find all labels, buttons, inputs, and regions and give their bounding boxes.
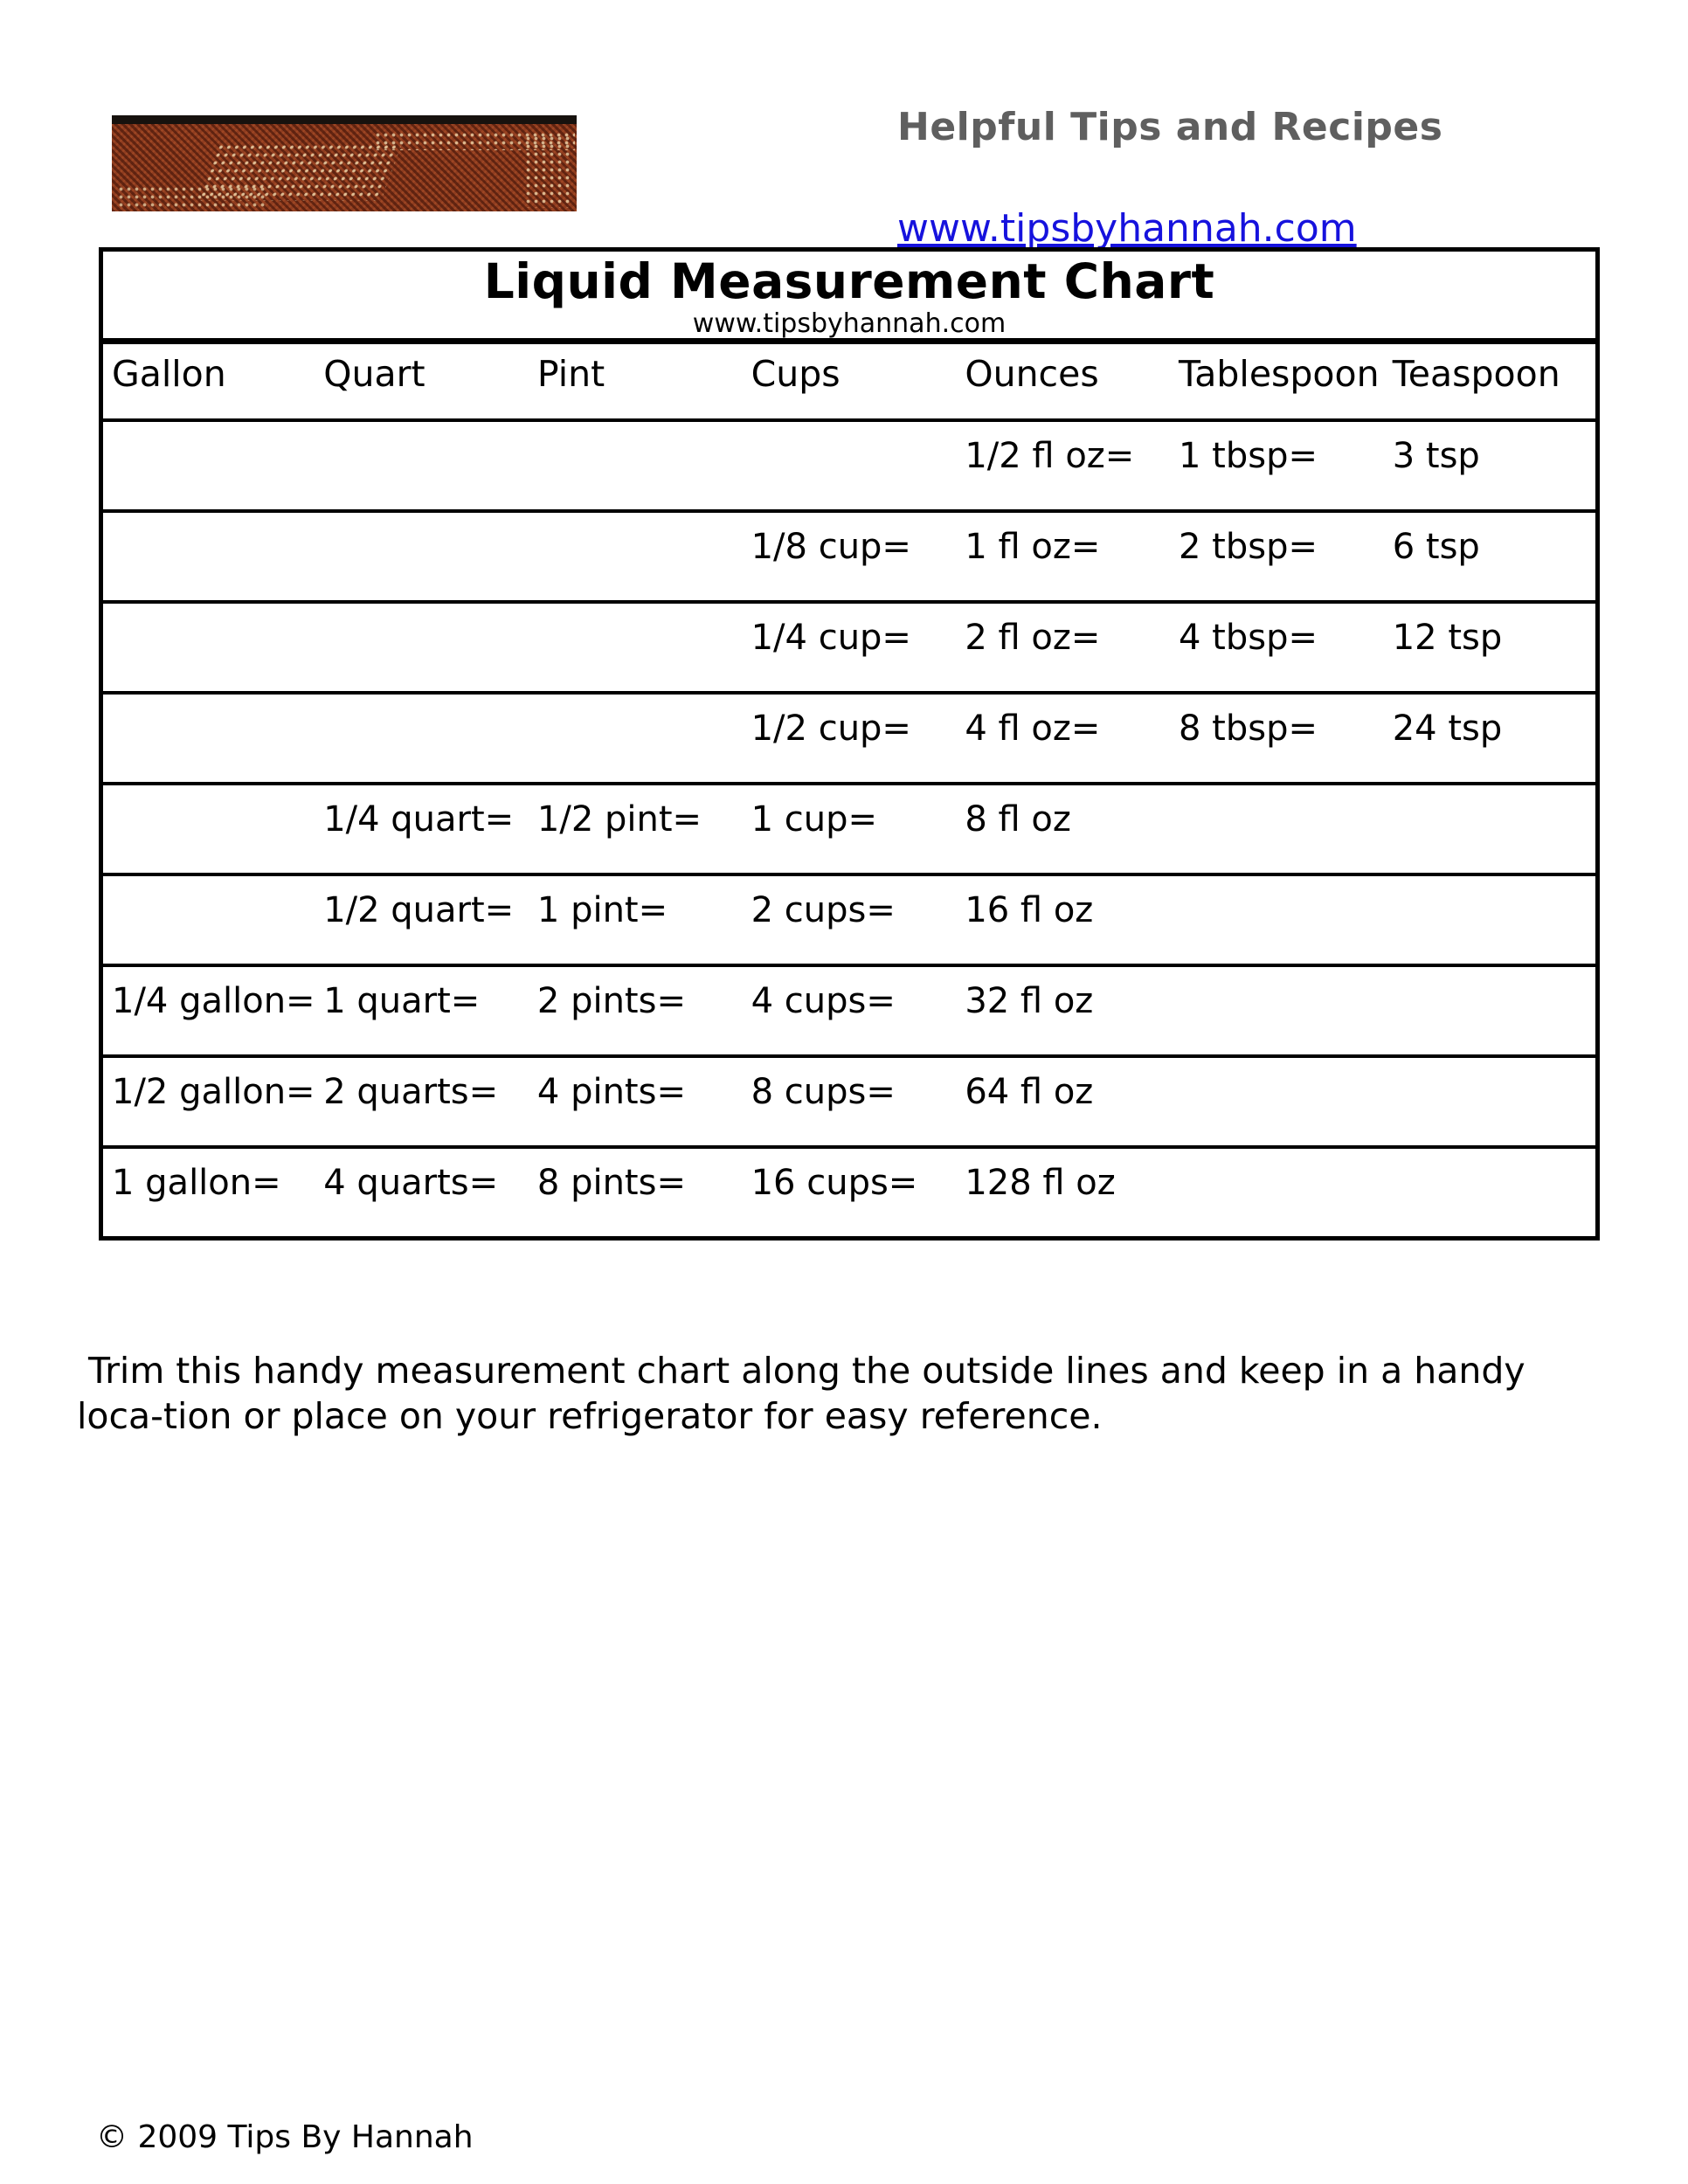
- table-cell: 8 tbsp=: [1170, 693, 1384, 784]
- table-header-row: [101, 341, 1598, 420]
- table-cell: 1/2 gallon=: [101, 1056, 315, 1147]
- table-cell: 8 fl oz: [956, 784, 1170, 874]
- table-cell: [743, 420, 957, 511]
- masthead-text-block: [897, 105, 1442, 251]
- table-row: [101, 784, 1598, 874]
- note-line-2: loca-tion or place on your refrigerator for easy reference.: [77, 1395, 1103, 1438]
- trim-instruction-note: [77, 1348, 1562, 1440]
- table-row: [101, 602, 1598, 693]
- column-header-ounces: Ounces: [956, 341, 1170, 420]
- table-row: [101, 1056, 1598, 1147]
- table-row: [101, 1147, 1598, 1238]
- table-cell: 128 fl oz: [965, 1163, 1116, 1203]
- table-cell: [315, 420, 529, 511]
- table-cell: [1170, 965, 1384, 1056]
- table-cell: 1/2 fl oz=: [956, 420, 1170, 511]
- table-cell: 4 quarts=: [323, 1163, 499, 1203]
- column-header-pint: Pint: [529, 341, 743, 420]
- table-cell: [1170, 784, 1384, 874]
- copyright-text: © 2009 Tips By Hannah: [96, 2119, 474, 2155]
- site-url-link[interactable]: www.tipsbyhannah.com: [897, 206, 1357, 251]
- table-cell: [1170, 1147, 1384, 1238]
- table-cell: 2 quarts=: [315, 1056, 529, 1147]
- liquid-measurement-table: [99, 247, 1600, 1241]
- table-title-row: [101, 250, 1598, 342]
- table-cell: [1384, 1147, 1598, 1238]
- chart-subtitle: www.tipsbyhannah.com: [692, 308, 1007, 339]
- table-cell: 1/4 quart=: [315, 784, 529, 874]
- column-header-tablespoon: Tablespoon: [1170, 341, 1384, 420]
- table-cell: 8 cups=: [743, 1056, 957, 1147]
- table-cell: 1 quart=: [315, 965, 529, 1056]
- column-header-gallon: Gallon: [101, 341, 315, 420]
- table-row: [101, 420, 1598, 511]
- table-row: [101, 874, 1598, 965]
- table-cell: [529, 693, 743, 784]
- chart-title: Liquid Measurement Chart: [483, 253, 1215, 309]
- table-cell: 4 pints=: [529, 1056, 743, 1147]
- table-cell: [1384, 1056, 1598, 1147]
- table-cell: 4 tbsp=: [1170, 602, 1384, 693]
- table-cell: 24 tsp: [1384, 693, 1598, 784]
- table-cell: 1/2 pint=: [529, 784, 743, 874]
- table-cell: 16 fl oz: [956, 874, 1170, 965]
- table-title-cell: [101, 250, 1598, 342]
- table-cell: 3 tsp: [1384, 420, 1598, 511]
- table-cell: 1/8 cup=: [743, 511, 957, 602]
- table-cell: 1/4 gallon=: [101, 965, 315, 1056]
- texture-speckles: [524, 135, 573, 208]
- table-cell: [101, 602, 315, 693]
- note-line-1: Trim this handy measurement chart along the outside lines and keep in a handy: [77, 1350, 1525, 1392]
- column-header-teaspoon: Teaspoon: [1384, 341, 1598, 420]
- table-cell: 1 tbsp=: [1170, 420, 1384, 511]
- table-cell: 32 fl oz: [956, 965, 1170, 1056]
- table-cell: 2 fl oz=: [956, 602, 1170, 693]
- table-cell: 1/2 cup=: [743, 693, 957, 784]
- table-cell: [315, 602, 529, 693]
- table-cell: 4 fl oz=: [956, 693, 1170, 784]
- table-cell: 12 tsp: [1384, 602, 1598, 693]
- table-cell: [101, 420, 315, 511]
- table-cell: 64 fl oz: [956, 1056, 1170, 1147]
- masthead-black-bar: [112, 115, 577, 124]
- table-cell: 2 pints=: [529, 965, 743, 1056]
- table-cell: [101, 511, 315, 602]
- table-cell: [101, 784, 315, 874]
- site-tagline: Helpful Tips and Recipes: [897, 105, 1443, 149]
- table-row: [101, 965, 1598, 1056]
- table-cell: 1/2 quart=: [315, 874, 529, 965]
- table-cell: [1384, 784, 1598, 874]
- texture-speckles: [117, 185, 266, 208]
- table-cell: 1 fl oz=: [956, 511, 1170, 602]
- table-cell: [1170, 874, 1384, 965]
- table-cell: [101, 693, 315, 784]
- masthead-texture-image: [112, 115, 577, 211]
- table-row: [101, 511, 1598, 602]
- table-cell: 6 tsp: [1384, 511, 1598, 602]
- table-cell: 1 gallon=: [112, 1163, 281, 1203]
- table-cell: [101, 874, 315, 965]
- table-cell: [529, 602, 743, 693]
- table-cell: 2 cups=: [743, 874, 957, 965]
- table-cell: [1170, 1056, 1384, 1147]
- table-cell: 1/4 cup=: [743, 602, 957, 693]
- masthead-brown-texture: [112, 124, 577, 211]
- table-cell: [1384, 965, 1598, 1056]
- table-cell: [315, 693, 529, 784]
- table-cell: [1384, 874, 1598, 965]
- column-header-quart: Quart: [315, 341, 529, 420]
- column-header-cups: Cups: [743, 341, 957, 420]
- table-cell: 8 pints=: [536, 1163, 686, 1203]
- table-cell: 1 cup=: [743, 784, 957, 874]
- table-cell: [529, 511, 743, 602]
- table-row: [101, 693, 1598, 784]
- table-cell: 16 cups=: [751, 1163, 918, 1203]
- table-cell: 2 tbsp=: [1170, 511, 1384, 602]
- table-cell: 4 cups=: [743, 965, 957, 1056]
- table-cell: [529, 420, 743, 511]
- table-cell: 1 pint=: [529, 874, 743, 965]
- table-cell: [315, 511, 529, 602]
